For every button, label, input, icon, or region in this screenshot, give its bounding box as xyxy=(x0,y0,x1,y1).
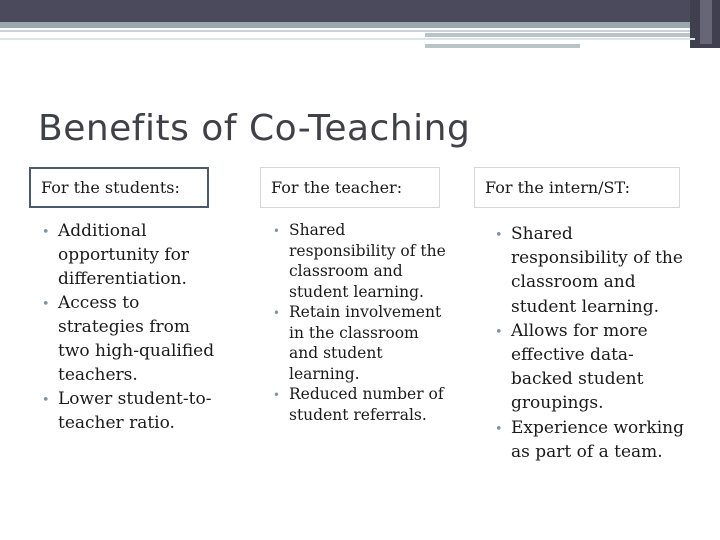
list-item xyxy=(36,219,216,291)
list-item-text: Experience working as part of a team. xyxy=(511,417,684,462)
list-item xyxy=(267,302,447,384)
bullet-icon: • xyxy=(273,224,280,238)
list-item xyxy=(267,384,447,425)
students-benefits-list xyxy=(36,219,216,435)
list-item-text: Shared responsibility of the classroom and student learning. xyxy=(289,221,446,301)
list-item xyxy=(267,220,447,302)
top-decorative-bar xyxy=(0,0,720,22)
decorative-stripe xyxy=(0,22,690,28)
intern-benefits-list xyxy=(489,222,689,464)
column-header-intern: For the intern/ST: xyxy=(474,167,680,208)
decorative-stripe xyxy=(425,44,580,48)
column-header-teacher: For the teacher: xyxy=(260,167,440,208)
top-right-decorative-accent xyxy=(700,0,712,44)
bullet-icon: • xyxy=(273,388,280,402)
list-item-text: Shared responsibility of the classroom and student learning. xyxy=(511,224,683,317)
decorative-stripe xyxy=(0,38,695,40)
bullet-icon: • xyxy=(42,297,50,312)
bullet-icon: • xyxy=(495,228,503,243)
list-item-text: Lower student-to-teacher ratio. xyxy=(58,389,212,433)
list-item xyxy=(36,291,216,387)
teacher-benefits-list xyxy=(267,220,447,425)
list-item-text: Retain involvement in the classroom and student learning. xyxy=(289,303,442,383)
decorative-stripe xyxy=(425,33,690,37)
list-item-text: Reduced number of student referrals. xyxy=(289,385,444,424)
list-item xyxy=(489,319,689,416)
slide-title: Benefits of Co-Teaching xyxy=(38,108,471,149)
list-item xyxy=(36,387,216,435)
list-item-text: Additional opportunity for differentiation. xyxy=(58,221,190,289)
bullet-icon: • xyxy=(495,324,503,340)
column-header-students: For the students: xyxy=(29,167,209,208)
list-item-text: Allows for more effective data-backed student groupings. xyxy=(511,320,648,414)
bullet-icon: • xyxy=(273,306,280,320)
list-item-text: Access to strategies from two high-qualified teachers. xyxy=(58,293,215,385)
bullet-icon: • xyxy=(42,393,50,408)
bullet-icon: • xyxy=(495,421,503,437)
list-item xyxy=(489,416,689,464)
bullet-icon: • xyxy=(42,225,50,240)
list-item xyxy=(489,222,689,319)
decorative-stripe xyxy=(0,30,690,32)
